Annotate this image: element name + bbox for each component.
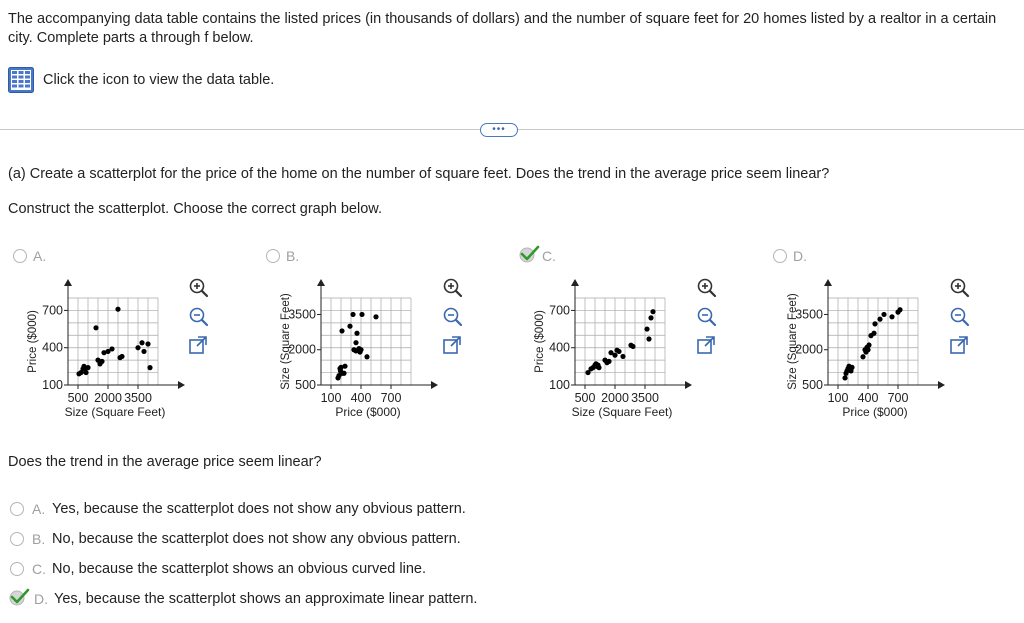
zoom-in-icon[interactable] [948, 276, 970, 298]
radio-answer-d-selected[interactable] [10, 591, 26, 607]
scatterplot-b [253, 270, 503, 430]
data-point [109, 346, 114, 351]
x-tick-label: 500 [574, 391, 596, 405]
y-tick-label: 100 [42, 378, 63, 392]
y-axis-label: Price ($000) [534, 310, 546, 373]
option-letter: B. [286, 248, 300, 264]
data-table-link[interactable] [8, 67, 274, 93]
x-axis-label: Size (Square Feet) [571, 405, 673, 419]
x-tick-label: 3500 [124, 391, 152, 405]
answer-option-d[interactable] [10, 588, 477, 610]
expand-icon[interactable] [948, 334, 970, 356]
option-letter: D. [34, 591, 48, 607]
x-axis-arrow [178, 381, 185, 389]
graph-c-tools [695, 276, 717, 356]
x-tick-label: 400 [857, 391, 879, 405]
graph-d-tools [948, 276, 970, 356]
data-point [83, 370, 88, 375]
radio-answer-b[interactable] [10, 532, 24, 546]
y-tick-label: 400 [42, 340, 63, 355]
scatterplot-c [507, 270, 757, 430]
data-point [342, 364, 347, 369]
x-tick-label: 700 [380, 391, 402, 405]
y-tick-label: 2000 [795, 342, 823, 357]
answer-text: No, because the scatterplot does not show any obvious pattern. [52, 531, 461, 547]
data-point [115, 307, 120, 312]
data-point [872, 321, 877, 326]
x-axis-label: Price ($000) [842, 405, 908, 419]
data-point [616, 349, 621, 354]
data-point [147, 365, 152, 370]
scatterplot-d [760, 270, 1010, 430]
expand-icon[interactable] [441, 334, 463, 356]
table-grid-icon[interactable] [8, 67, 34, 93]
option-letter: A. [32, 501, 46, 517]
option-letter: C. [542, 248, 556, 264]
data-point [119, 354, 124, 359]
data-point [865, 347, 870, 352]
graph-a-tools [187, 276, 209, 356]
graph-b-tools [441, 276, 463, 356]
data-point [606, 359, 611, 364]
data-point [99, 359, 104, 364]
x-tick-label: 2000 [94, 391, 122, 405]
answer-option-c[interactable] [10, 558, 426, 580]
part-a-instruction: Construct the scatterplot. Choose the correct graph below. [8, 201, 382, 217]
check-icon [9, 588, 31, 606]
y-axis-label: Size (Square Feet) [280, 293, 292, 390]
y-tick-label: 2000 [288, 342, 316, 357]
data-point [364, 354, 369, 359]
option-letter: C. [32, 561, 46, 577]
linear-question-prompt: Does the trend in the average price seem linear? [8, 454, 322, 470]
zoom-in-icon[interactable] [441, 276, 463, 298]
x-tick-label: 100 [320, 391, 342, 405]
radio-option-a[interactable] [13, 249, 27, 263]
y-axis-arrow [571, 279, 579, 286]
data-point [650, 309, 655, 314]
data-point [85, 365, 90, 370]
data-point [339, 328, 344, 333]
y-tick-label: 400 [549, 340, 570, 355]
data-point [359, 312, 364, 317]
radio-answer-c[interactable] [10, 562, 24, 576]
data-point [145, 341, 150, 346]
data-point [860, 354, 865, 359]
y-axis-label: Price ($000) [27, 310, 39, 373]
data-point [139, 340, 144, 345]
zoom-in-icon[interactable] [695, 276, 717, 298]
zoom-out-icon[interactable] [695, 305, 717, 327]
data-point [620, 354, 625, 359]
radio-option-b[interactable] [266, 249, 280, 263]
x-axis-arrow [431, 381, 438, 389]
graph-option-b[interactable] [266, 247, 299, 265]
data-point [897, 307, 902, 312]
zoom-out-icon[interactable] [441, 305, 463, 327]
answer-text: Yes, because the scatterplot does not show any obvious pattern. [52, 501, 466, 517]
x-tick-label: 400 [350, 391, 372, 405]
y-axis-label: Size (Square Feet) [787, 293, 799, 390]
data-point [871, 331, 876, 336]
data-point [842, 375, 847, 380]
check-icon [519, 245, 541, 263]
data-point [877, 317, 882, 322]
y-axis-arrow [824, 279, 832, 286]
data-table-link-label[interactable]: Click the icon to view the data table. [43, 72, 275, 88]
x-tick-label: 2000 [601, 391, 629, 405]
y-tick-label: 500 [802, 378, 823, 392]
x-axis-arrow [685, 381, 692, 389]
data-point [889, 314, 894, 319]
y-tick-label: 3500 [288, 307, 316, 322]
radio-option-c-selected[interactable] [520, 248, 536, 264]
graph-option-d[interactable] [773, 247, 807, 265]
data-point [93, 325, 98, 330]
x-tick-label: 500 [67, 391, 89, 405]
data-point [648, 315, 653, 320]
y-axis-arrow [317, 279, 325, 286]
data-point [866, 342, 871, 347]
y-tick-label: 3500 [795, 307, 823, 322]
intro-text: The accompanying data table contains the listed prices (in thousands of dollars) and the number of square feet for 20 homes listed by a realtor in a certain city. Complete parts a through f below. [8, 11, 997, 46]
x-tick-label: 100 [827, 391, 849, 405]
expand-icon[interactable] [187, 334, 209, 356]
option-letter: A. [33, 248, 47, 264]
x-tick-label: 700 [887, 391, 909, 405]
y-axis-arrow [64, 279, 72, 286]
option-letter: D. [793, 248, 807, 264]
data-point [646, 336, 651, 341]
zoom-out-icon[interactable] [948, 305, 970, 327]
data-point [135, 345, 140, 350]
data-point [596, 365, 601, 370]
x-axis-label: Size (Square Feet) [64, 405, 166, 419]
data-point [373, 314, 378, 319]
zoom-in-icon[interactable] [187, 276, 209, 298]
y-tick-label: 700 [549, 303, 570, 318]
data-point [644, 326, 649, 331]
data-point [849, 365, 854, 370]
answer-option-b[interactable] [10, 528, 461, 550]
option-letter: B. [32, 531, 46, 547]
y-tick-label: 700 [42, 303, 63, 318]
answer-option-a[interactable] [10, 498, 466, 520]
data-point [341, 371, 346, 376]
x-axis-arrow [938, 381, 945, 389]
scatterplot-a [0, 270, 250, 430]
graph-option-c[interactable] [520, 247, 556, 265]
radio-answer-a[interactable] [10, 502, 24, 516]
x-axis-label: Price ($000) [335, 405, 401, 419]
more-button[interactable]: ••• [480, 123, 518, 137]
data-point [630, 344, 635, 349]
data-point [141, 349, 146, 354]
answer-text: Yes, because the scatterplot shows an approximate linear pattern. [54, 591, 478, 607]
radio-option-d[interactable] [773, 249, 787, 263]
answer-text: No, because the scatterplot shows an obvious curved line. [52, 561, 426, 577]
expand-icon[interactable] [695, 334, 717, 356]
data-point [347, 324, 352, 329]
data-point [358, 347, 363, 352]
data-point [354, 331, 359, 336]
x-tick-label: 3500 [631, 391, 659, 405]
y-tick-label: 500 [295, 378, 316, 392]
graph-option-a[interactable] [13, 247, 46, 265]
data-point [881, 312, 886, 317]
zoom-out-icon[interactable] [187, 305, 209, 327]
y-tick-label: 100 [549, 378, 570, 392]
data-point [353, 340, 358, 345]
data-point [350, 312, 355, 317]
part-a-question: (a) Create a scatterplot for the price of the home on the number of square feet. Does the trend in the average price seem linear? [8, 166, 830, 182]
data-point [612, 353, 617, 358]
